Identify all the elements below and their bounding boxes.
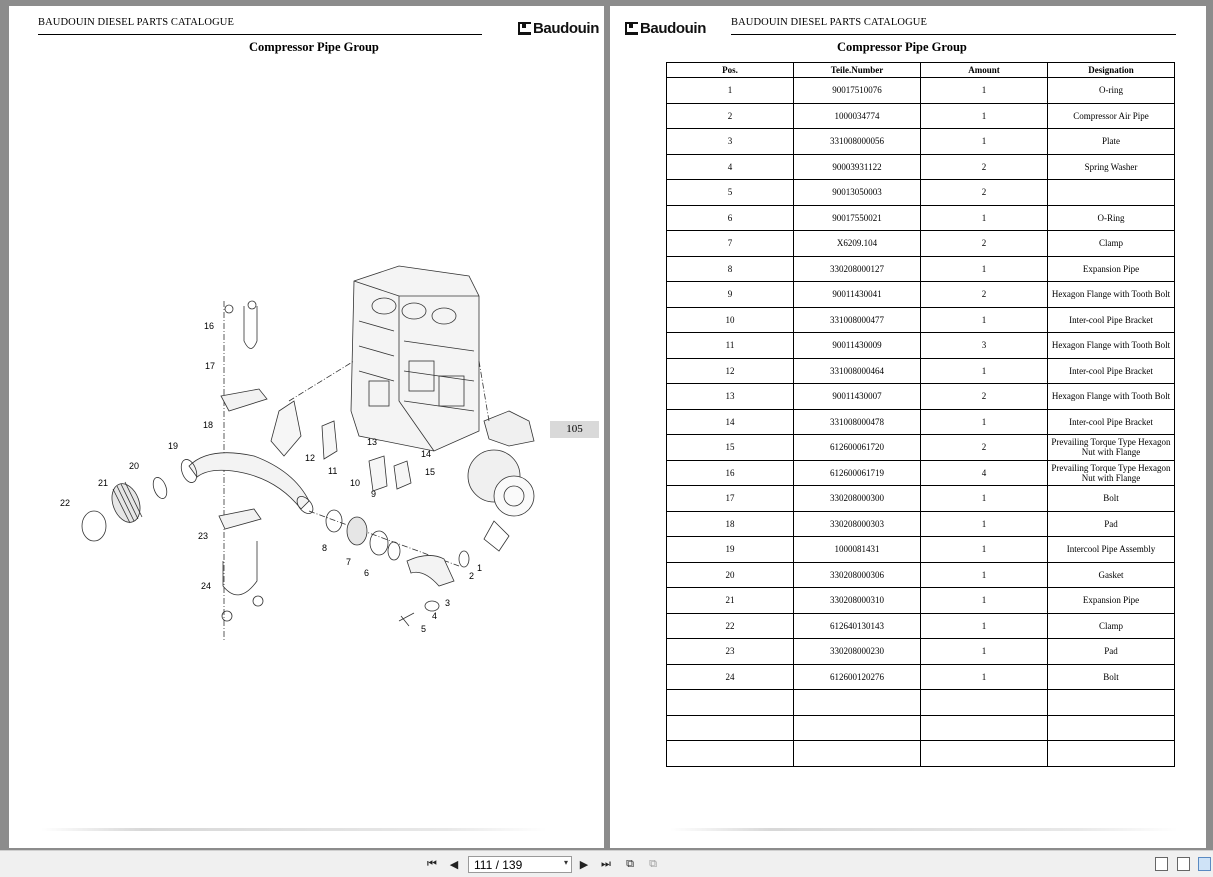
- left-page: [9, 6, 604, 848]
- cell-pos: 3: [667, 129, 794, 155]
- cell-part-number: 331008000477: [794, 307, 921, 333]
- cell-designation: Spring Washer: [1048, 154, 1175, 180]
- callout-label: 19: [168, 441, 179, 451]
- go-back-icon[interactable]: ⧉: [626, 857, 634, 870]
- callout-label: 15: [425, 467, 436, 477]
- page-indicator: 111 / 139: [474, 857, 523, 872]
- cell-amount: 1: [921, 639, 1048, 665]
- cell-amount: [921, 715, 1048, 741]
- cell-amount: 1: [921, 613, 1048, 639]
- cell-amount: 2: [921, 231, 1048, 257]
- cell-part-number: 331008000464: [794, 358, 921, 384]
- cell-part-number: 612640130143: [794, 613, 921, 639]
- table-row: [667, 664, 1175, 690]
- cell-amount: 1: [921, 511, 1048, 537]
- cell-pos: 21: [667, 588, 794, 614]
- cell-pos: 11: [667, 333, 794, 359]
- cell-designation: Inter-cool Pipe Bracket: [1048, 409, 1175, 435]
- cell-designation: Inter-cool Pipe Bracket: [1048, 307, 1175, 333]
- cell-amount: 1: [921, 205, 1048, 231]
- callout-label: 8: [322, 543, 328, 553]
- cell-designation: Inter-cool Pipe Bracket: [1048, 358, 1175, 384]
- cell-designation: Pad: [1048, 511, 1175, 537]
- cell-pos: 18: [667, 511, 794, 537]
- cell-designation: Intercool Pipe Assembly: [1048, 537, 1175, 563]
- cell-pos: 9: [667, 282, 794, 308]
- column-header-amount: Amount: [921, 63, 1048, 78]
- table-row: [667, 486, 1175, 512]
- baudouin-logo: [518, 20, 599, 37]
- callout-label: 5: [421, 624, 427, 634]
- callout-label: 10: [350, 478, 361, 488]
- cell-part-number: 1000034774: [794, 103, 921, 129]
- cell-designation: Bolt: [1048, 664, 1175, 690]
- previous-page-icon[interactable]: ◀: [449, 857, 459, 871]
- cell-pos: 13: [667, 384, 794, 410]
- cell-part-number: 330208000230: [794, 639, 921, 665]
- cell-part-number: 612600061719: [794, 460, 921, 486]
- two-page-view-icon[interactable]: [1198, 857, 1211, 871]
- callout-label: 7: [346, 557, 352, 567]
- cell-amount: 1: [921, 129, 1048, 155]
- cell-pos: [667, 715, 794, 741]
- parts-table-body: [667, 78, 1175, 767]
- table-row: [667, 588, 1175, 614]
- cell-amount: 1: [921, 256, 1048, 282]
- cell-designation: [1048, 715, 1175, 741]
- cell-amount: 1: [921, 78, 1048, 104]
- cell-part-number: [794, 690, 921, 716]
- cell-pos: 8: [667, 256, 794, 282]
- cell-designation: O-Ring: [1048, 205, 1175, 231]
- cell-amount: 1: [921, 664, 1048, 690]
- cell-part-number: 90013050003: [794, 180, 921, 206]
- table-row: [667, 307, 1175, 333]
- cell-amount: 1: [921, 409, 1048, 435]
- cell-part-number: 612600061720: [794, 435, 921, 461]
- cell-pos: [667, 690, 794, 716]
- cell-designation: Gasket: [1048, 562, 1175, 588]
- cell-pos: 19: [667, 537, 794, 563]
- cell-amount: [921, 741, 1048, 767]
- callout-label: 24: [201, 581, 212, 591]
- chevron-down-icon[interactable]: ▾: [563, 858, 568, 867]
- table-row: [667, 103, 1175, 129]
- table-header-row: [667, 63, 1175, 78]
- footer-rule: [670, 828, 1178, 831]
- page-title: Compressor Pipe Group: [837, 40, 967, 54]
- table-row: [667, 613, 1175, 639]
- cell-pos: 23: [667, 639, 794, 665]
- callout-label: 22: [60, 498, 71, 508]
- logo-mark-icon: [518, 22, 531, 35]
- cell-pos: 14: [667, 409, 794, 435]
- table-row: [667, 78, 1175, 104]
- table-row: [667, 231, 1175, 257]
- cell-designation: Prevailing Torque Type Hexagon Nut with Flange: [1048, 435, 1175, 461]
- cell-designation: Prevailing Torque Type Hexagon Nut with Flange: [1048, 460, 1175, 486]
- cell-pos: 2: [667, 103, 794, 129]
- table-row: [667, 435, 1175, 461]
- cell-amount: 1: [921, 307, 1048, 333]
- baudouin-logo: [625, 20, 706, 37]
- cell-part-number: 330208000306: [794, 562, 921, 588]
- cell-pos: 12: [667, 358, 794, 384]
- cell-designation: Hexagon Flange with Tooth Bolt: [1048, 384, 1175, 410]
- cell-part-number: 1000081431: [794, 537, 921, 563]
- cell-part-number: 90011430041: [794, 282, 921, 308]
- callout-label: 20: [129, 461, 140, 471]
- cell-part-number: [794, 715, 921, 741]
- table-row: [667, 129, 1175, 155]
- page-number-select[interactable]: [468, 856, 572, 873]
- table-row: [667, 333, 1175, 359]
- header-rule: [731, 34, 1176, 35]
- table-row: [667, 409, 1175, 435]
- cell-amount: 1: [921, 537, 1048, 563]
- continuous-view-icon[interactable]: [1177, 857, 1190, 871]
- callout-label: 12: [305, 453, 316, 463]
- callout-label: 1: [477, 563, 483, 573]
- column-header-pos: Pos.: [667, 63, 794, 78]
- cell-amount: 2: [921, 435, 1048, 461]
- table-row: [667, 358, 1175, 384]
- last-page-icon[interactable]: ⏭: [601, 857, 611, 870]
- cell-pos: 17: [667, 486, 794, 512]
- cell-part-number: 330208000303: [794, 511, 921, 537]
- callout-label: 4: [432, 611, 438, 621]
- cell-part-number: 90017550021: [794, 205, 921, 231]
- cell-amount: 2: [921, 282, 1048, 308]
- right-page: [610, 6, 1206, 848]
- header-rule: [38, 34, 482, 35]
- logo-wordmark: Baudouin: [533, 20, 599, 37]
- cell-part-number: 90011430007: [794, 384, 921, 410]
- cell-amount: 1: [921, 358, 1048, 384]
- cell-designation: [1048, 690, 1175, 716]
- table-row: [667, 537, 1175, 563]
- callout-label: 17: [205, 361, 216, 371]
- cell-designation: Pad: [1048, 639, 1175, 665]
- cell-part-number: 331008000056: [794, 129, 921, 155]
- cell-designation: Hexagon Flange with Tooth Bolt: [1048, 333, 1175, 359]
- table-row: [667, 741, 1175, 767]
- cell-pos: 1: [667, 78, 794, 104]
- callout-label: 23: [198, 531, 209, 541]
- cell-designation: [1048, 180, 1175, 206]
- cell-pos: 6: [667, 205, 794, 231]
- callout-label: 3: [445, 598, 451, 608]
- cell-pos: 20: [667, 562, 794, 588]
- cell-pos: [667, 741, 794, 767]
- callout-label: 14: [421, 449, 432, 459]
- page-title: Compressor Pipe Group: [249, 40, 379, 54]
- callout-label: 13: [367, 437, 378, 447]
- parts-table: [666, 62, 1175, 767]
- cell-part-number: 612600120276: [794, 664, 921, 690]
- cell-designation: Plate: [1048, 129, 1175, 155]
- page-header: BAUDOUIN DIESEL PARTS CATALOGUE: [731, 17, 927, 28]
- cell-part-number: 331008000478: [794, 409, 921, 435]
- cell-designation: Compressor Air Pipe: [1048, 103, 1175, 129]
- cell-designation: Bolt: [1048, 486, 1175, 512]
- cell-designation: Clamp: [1048, 231, 1175, 257]
- cell-designation: Expansion Pipe: [1048, 588, 1175, 614]
- table-row: [667, 282, 1175, 308]
- cell-part-number: 330208000127: [794, 256, 921, 282]
- go-forward-icon[interactable]: ⧉: [649, 857, 657, 870]
- cell-designation: [1048, 741, 1175, 767]
- cell-part-number: 90003931122: [794, 154, 921, 180]
- callout-label: 21: [98, 478, 109, 488]
- table-row: [667, 562, 1175, 588]
- logo-wordmark: Baudouin: [640, 20, 706, 37]
- cell-amount: 3: [921, 333, 1048, 359]
- callout-label: 11: [328, 466, 338, 476]
- table-row: [667, 511, 1175, 537]
- column-header-part-number: Teile.Number: [794, 63, 921, 78]
- cell-pos: 4: [667, 154, 794, 180]
- logo-mark-icon: [625, 22, 638, 35]
- cell-designation: Clamp: [1048, 613, 1175, 639]
- callout-label: 16: [204, 321, 215, 331]
- cell-part-number: 330208000310: [794, 588, 921, 614]
- table-row: [667, 256, 1175, 282]
- table-row: [667, 384, 1175, 410]
- cell-part-number: X6209.104: [794, 231, 921, 257]
- cell-designation: Expansion Pipe: [1048, 256, 1175, 282]
- single-page-view-icon[interactable]: [1155, 857, 1168, 871]
- cell-pos: 7: [667, 231, 794, 257]
- cell-amount: [921, 690, 1048, 716]
- callout-label: 18: [203, 420, 214, 430]
- callout-label: 2: [469, 571, 475, 581]
- cell-part-number: 90011430009: [794, 333, 921, 359]
- cell-part-number: [794, 741, 921, 767]
- cell-amount: 2: [921, 154, 1048, 180]
- cell-designation: Hexagon Flange with Tooth Bolt: [1048, 282, 1175, 308]
- table-row: [667, 715, 1175, 741]
- exploded-parts-diagram: [39, 261, 579, 641]
- cell-pos: 16: [667, 460, 794, 486]
- cell-pos: 5: [667, 180, 794, 206]
- first-page-icon[interactable]: ⏮: [427, 857, 437, 870]
- cell-amount: 2: [921, 180, 1048, 206]
- table-row: [667, 205, 1175, 231]
- cell-pos: 15: [667, 435, 794, 461]
- cell-amount: 1: [921, 588, 1048, 614]
- cell-designation: O-ring: [1048, 78, 1175, 104]
- cell-amount: 4: [921, 460, 1048, 486]
- table-row: [667, 180, 1175, 206]
- callout-label: 9: [371, 489, 377, 499]
- cell-pos: 24: [667, 664, 794, 690]
- table-row: [667, 639, 1175, 665]
- page-header: BAUDOUIN DIESEL PARTS CATALOGUE: [38, 17, 234, 28]
- footer-rule: [41, 828, 547, 831]
- cell-pos: 10: [667, 307, 794, 333]
- next-page-icon[interactable]: ▶: [579, 857, 589, 871]
- cell-part-number: 330208000300: [794, 486, 921, 512]
- cell-amount: 1: [921, 486, 1048, 512]
- cell-amount: 1: [921, 562, 1048, 588]
- table-row: [667, 460, 1175, 486]
- cell-pos: 22: [667, 613, 794, 639]
- column-header-designation: Designation: [1048, 63, 1175, 78]
- cell-amount: 1: [921, 103, 1048, 129]
- cell-amount: 2: [921, 384, 1048, 410]
- table-row: [667, 690, 1175, 716]
- table-row: [667, 154, 1175, 180]
- cell-part-number: 90017510076: [794, 78, 921, 104]
- left-page-number: 105: [550, 421, 599, 438]
- viewer-toolbar: [0, 850, 1213, 877]
- callout-label: 6: [364, 568, 370, 578]
